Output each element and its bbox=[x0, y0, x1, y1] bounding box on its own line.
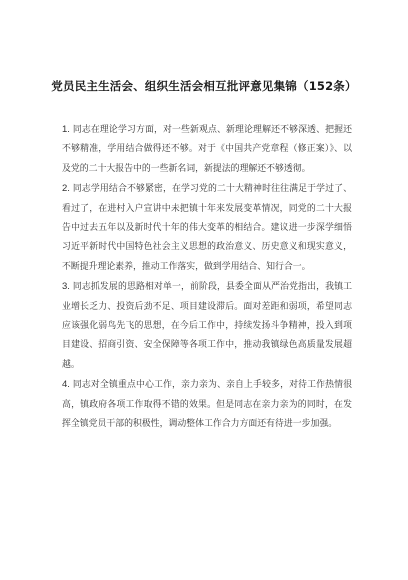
paragraph-number: 2. bbox=[62, 183, 70, 195]
paragraph-text: 同志抓发展的思路相对单一，前阶段，县委全面从严治党指出，我镇工业增长乏力、投资后劲不足、项目建设滞后。面对差距和弱项，希望同志应该强化弱鸟先飞的思想，在今后工作中，持续发扬斗争精神，投入到项目建设、招商引资、安全保障等各项工作中，推动我镇绿色高质量发展超越。 bbox=[62, 282, 353, 370]
document-title: 党员民主生活会、组织生活会相互批评意见集锦（152条） bbox=[51, 79, 357, 93]
paragraph-text: 同志对全镇重点中心工作，亲力亲为、亲自上手较多，对待工作热情很高，镇政府各项工作取得不错的效果。但是同志在亲力亲为的同时，在发挥全镇党员干部的积极性，调动整体工作合力方面还有待进一步加强。 bbox=[62, 380, 353, 430]
paragraph-text: 同志学用结合不够紧密，在学习党的二十大精神时往往满足于学过了、看过了，在进村入户宣讲中未把镇十年来发展变革情况，同党的二十大报告中过去五年以及新时代十年的伟大变革的相结合。建议进一步深学细悟习近平新时代中国特色社会主义思想的政治意义、历史意义和现实意义，不断提升理论素养，推动工作落实，做到学用结合、知行合一。 bbox=[62, 184, 353, 272]
paragraph-text: 同志在理论学习方面，对一些新观点、新理论理解还不够深透、把握还不够精准，学用结合做得还不够。对于《中国共产党章程（修正案）》、以及党的二十大报告中的一些新名词，新提法的理解还不够透彻。 bbox=[62, 125, 353, 174]
paragraph-number: 1. bbox=[62, 124, 70, 135]
document-body bbox=[62, 120, 352, 435]
paragraph-3 bbox=[62, 277, 352, 375]
paragraph-number: 3. bbox=[62, 281, 70, 293]
paragraph-4 bbox=[62, 375, 352, 434]
paragraph-1 bbox=[62, 120, 352, 179]
paragraph-number: 4. bbox=[62, 379, 70, 391]
paragraph-2 bbox=[62, 179, 352, 277]
